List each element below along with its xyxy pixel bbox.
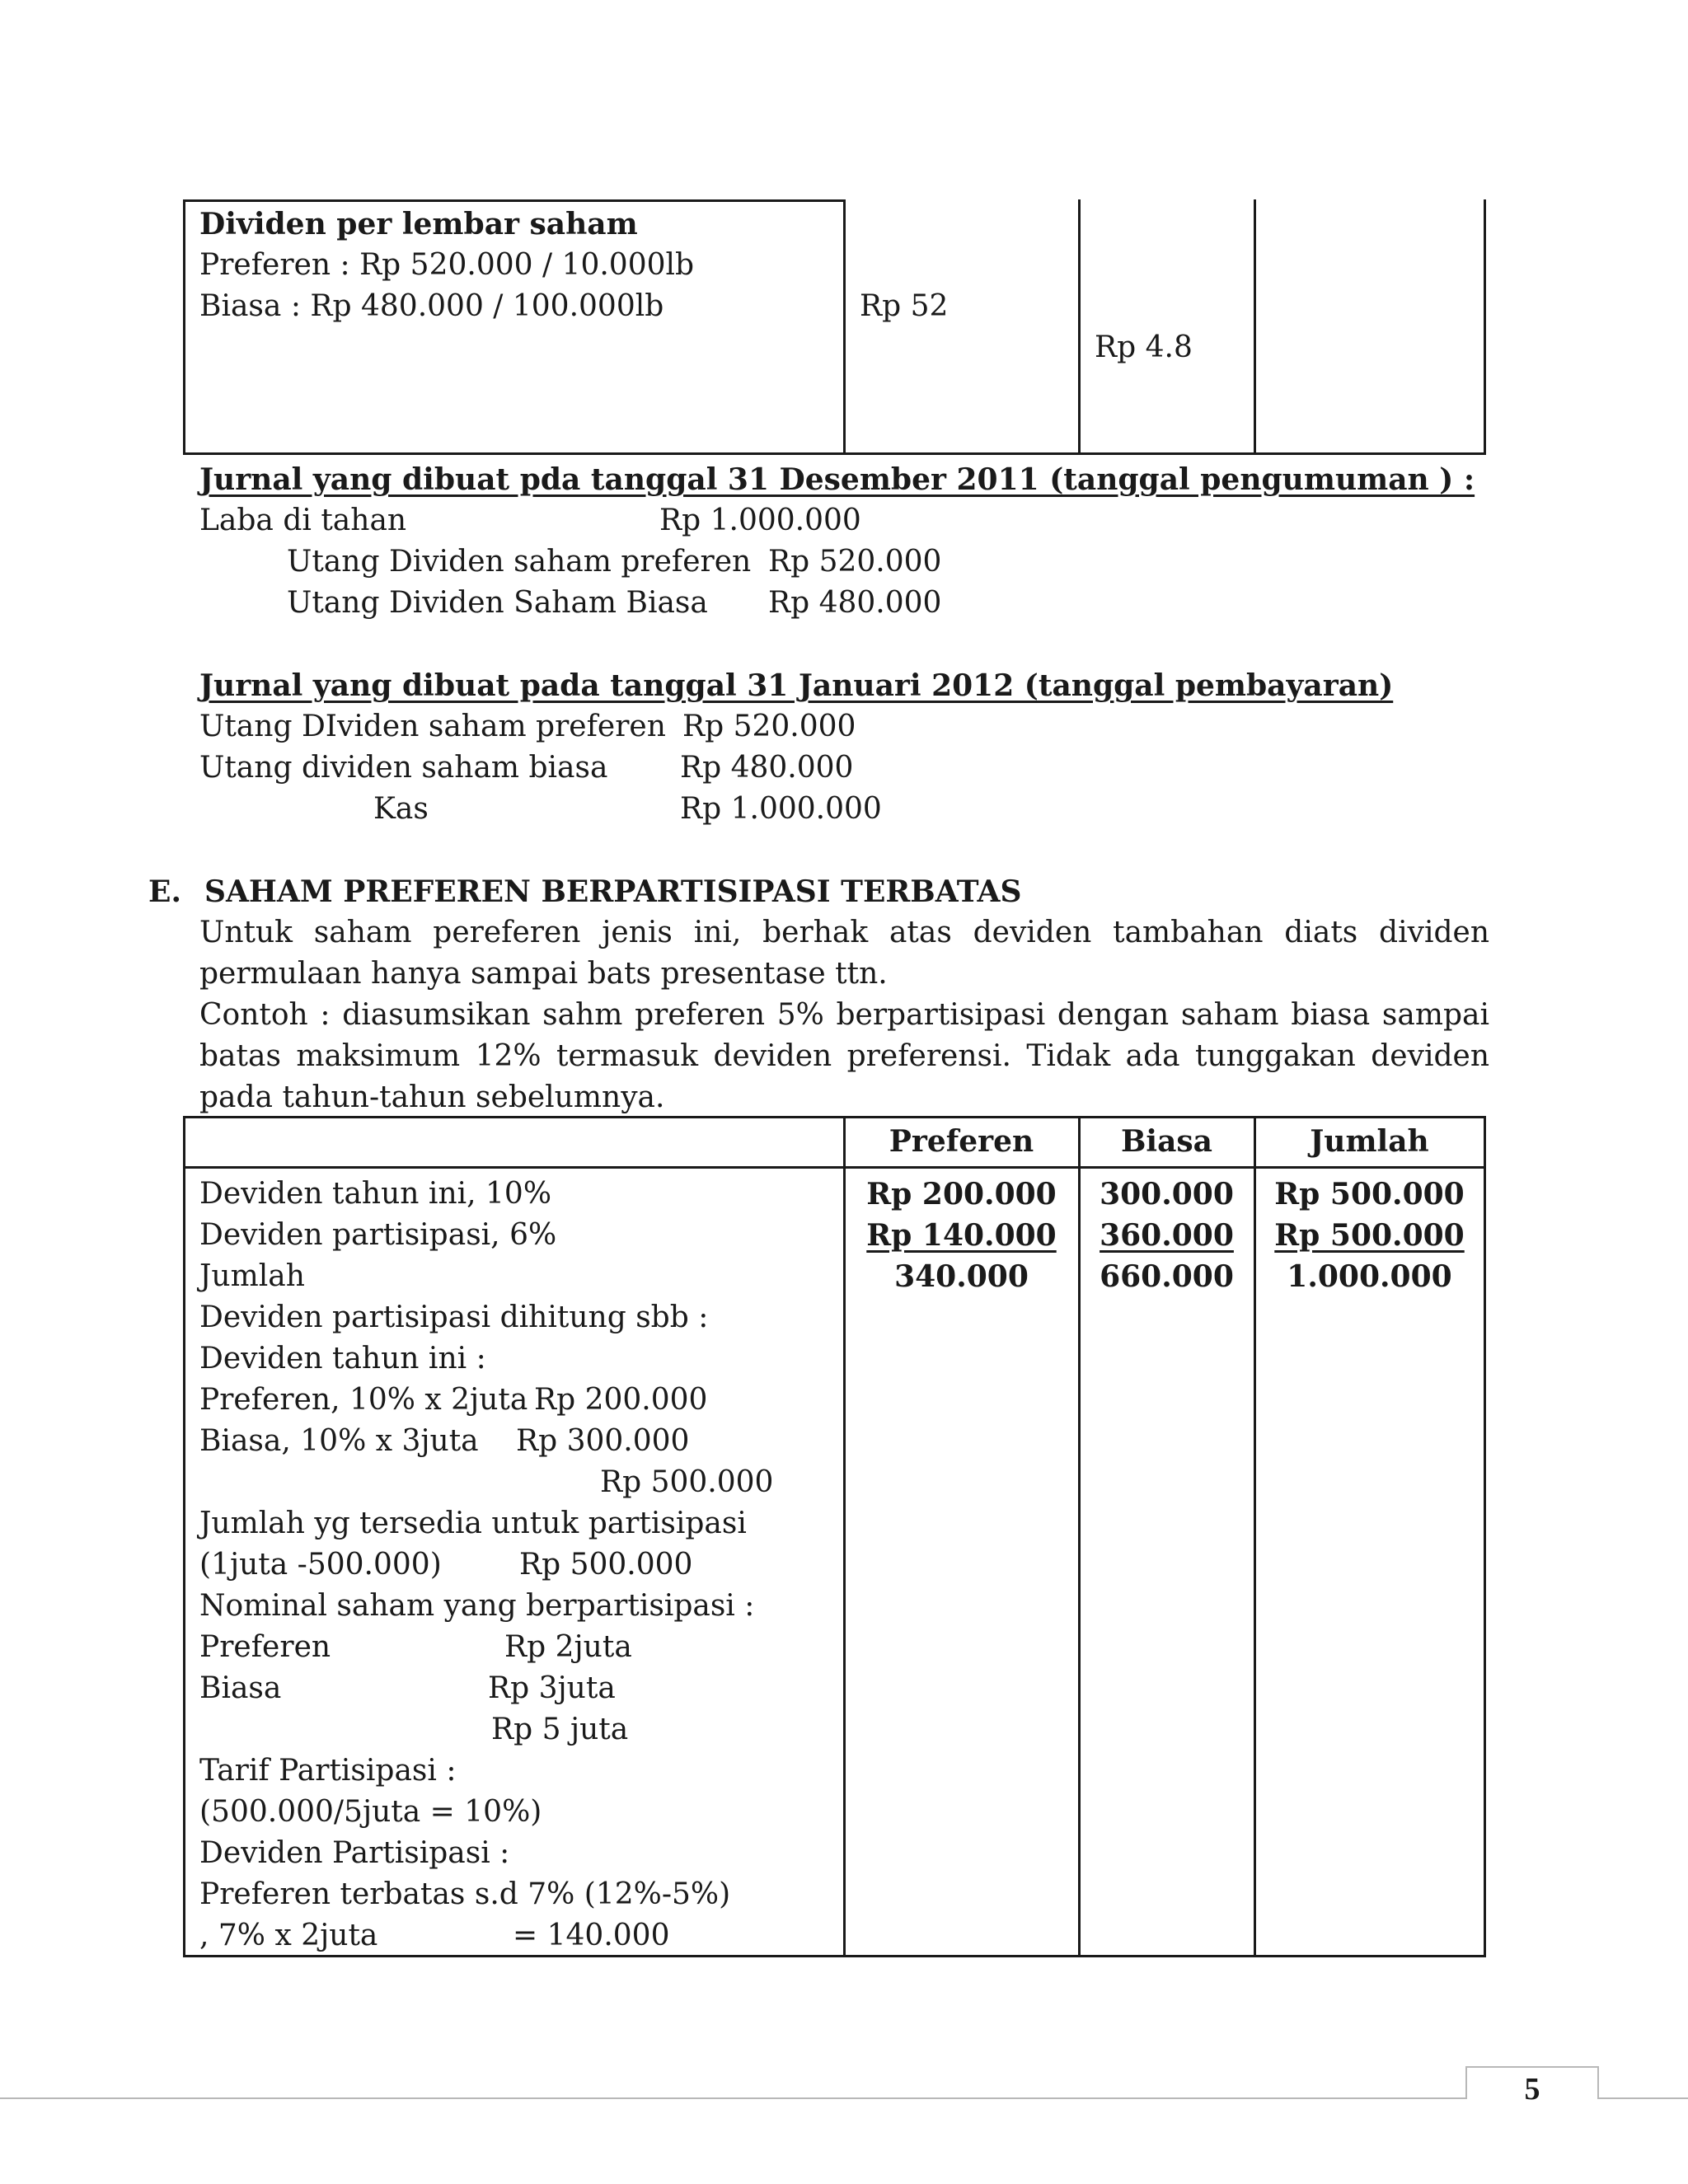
cell-biasa: 300.000 bbox=[1100, 1177, 1234, 1212]
table1-preferen-value: Rp 52 bbox=[860, 289, 949, 323]
journal1-title: Jurnal yang dibuat pda tanggal 31 Desember 2011 (tanggal pengumuman ) : bbox=[199, 462, 1475, 497]
cell-jumlah: Rp 500.000 bbox=[1274, 1177, 1465, 1212]
journal1-row-amount: Rp 1.000.000 bbox=[659, 504, 861, 537]
journal1-row-label: Laba di tahan bbox=[199, 504, 407, 537]
cell-biasa: 660.000 bbox=[1100, 1259, 1234, 1294]
column-header-biasa: Biasa bbox=[1120, 1124, 1213, 1159]
column-header-jumlah: Jumlah bbox=[1310, 1124, 1429, 1159]
row-label: Deviden partisipasi, 6% bbox=[199, 1218, 557, 1252]
journal1-row-label: Utang Dividen saham preferen bbox=[287, 545, 752, 579]
column-header-preferen: Preferen bbox=[889, 1124, 1034, 1159]
journal2-row-amount: Rp 520.000 bbox=[682, 710, 856, 743]
cell-jumlah: 1.000.000 bbox=[1287, 1259, 1452, 1294]
row-label: Deviden tahun ini, 10% bbox=[199, 1177, 552, 1211]
table1-line-biasa: Biasa : Rp 480.000 / 100.000lb bbox=[199, 289, 664, 323]
cell-preferen: Rp 200.000 bbox=[866, 1177, 1057, 1212]
note-line: Preferen, 10% x 2juta bbox=[199, 1383, 528, 1417]
note-line: (500.000/5juta = 10%) bbox=[199, 1795, 542, 1829]
cell-biasa: 360.000 bbox=[1100, 1218, 1234, 1253]
note-amount: Rp 3juta bbox=[488, 1671, 616, 1705]
note-amount: Rp 2juta bbox=[504, 1630, 632, 1664]
note-amount: Rp 5 juta bbox=[491, 1713, 629, 1746]
note-line: Nominal saham yang berpartisipasi : bbox=[199, 1589, 755, 1623]
cell-preferen: 340.000 bbox=[894, 1259, 1029, 1294]
section-e-letter: E. bbox=[148, 874, 181, 909]
note-line: Biasa, 10% x 3juta bbox=[199, 1424, 479, 1458]
journal2-row-label: Kas bbox=[373, 792, 429, 826]
note-amount: Rp 500.000 bbox=[600, 1465, 774, 1499]
journal1-row-label: Utang Dividen Saham Biasa bbox=[287, 586, 708, 620]
journal2-row-amount: Rp 1.000.000 bbox=[680, 792, 882, 826]
journal2-row-label: Utang DIviden saham preferen bbox=[199, 710, 666, 743]
note-amount: Rp 500.000 bbox=[519, 1548, 693, 1582]
note-line: Biasa bbox=[199, 1671, 282, 1705]
note-amount: Rp 300.000 bbox=[516, 1424, 690, 1458]
cell-preferen: Rp 140.000 bbox=[866, 1218, 1057, 1253]
note-line: Deviden Partisipasi : bbox=[199, 1836, 510, 1870]
note-line: Preferen bbox=[199, 1630, 331, 1664]
row-label: Jumlah bbox=[199, 1259, 305, 1293]
note-line: Preferen terbatas s.d 7% (12%-5%) bbox=[199, 1877, 731, 1911]
cell-jumlah: Rp 500.000 bbox=[1274, 1218, 1465, 1253]
table1-biasa-value: Rp 4.8 bbox=[1095, 330, 1193, 364]
page-number: 5 bbox=[1524, 2072, 1540, 2107]
section-e-title: SAHAM PREFEREN BERPARTISIPASI TERBATAS bbox=[204, 874, 1022, 909]
note-amount: Rp 200.000 bbox=[534, 1383, 708, 1417]
note-line: (1juta -500.000) bbox=[199, 1548, 442, 1582]
note-line: , 7% x 2juta bbox=[199, 1919, 378, 1952]
table1-heading: Dividen per lembar saham bbox=[199, 207, 638, 241]
note-amount: = 140.000 bbox=[513, 1919, 670, 1952]
section-e-paragraph-2: Contoh : diasumsikan sahm preferen 5% berpartisipasi dengan saham biasa sampai batas maksimum 12% termasuk deviden preferensi. Tidak ada tunggakan deviden pada tahun-tahun sebelumnya. bbox=[199, 998, 1489, 1114]
journal2-row-amount: Rp 480.000 bbox=[680, 751, 854, 785]
journal1-row-amount: Rp 520.000 bbox=[768, 545, 942, 579]
note-line: Deviden tahun ini : bbox=[199, 1342, 486, 1376]
journal1-row-amount: Rp 480.000 bbox=[768, 586, 942, 620]
journal2-title: Jurnal yang dibuat pada tanggal 31 Januari 2012 (tanggal pembayaran) bbox=[199, 668, 1394, 703]
note-line: Jumlah yg tersedia untuk partisipasi bbox=[199, 1507, 747, 1540]
note-line: Deviden partisipasi dihitung sbb : bbox=[199, 1301, 709, 1334]
journal2-row-label: Utang dividen saham biasa bbox=[199, 751, 608, 785]
note-line: Tarif Partisipasi : bbox=[199, 1754, 457, 1788]
section-e-paragraph-1: Untuk saham pereferen jenis ini, berhak atas deviden tambahan diats dividen permulaan hanya sampai bats presentase ttn. bbox=[199, 916, 1489, 991]
table1-line-preferen: Preferen : Rp 520.000 / 10.000lb bbox=[199, 248, 695, 282]
